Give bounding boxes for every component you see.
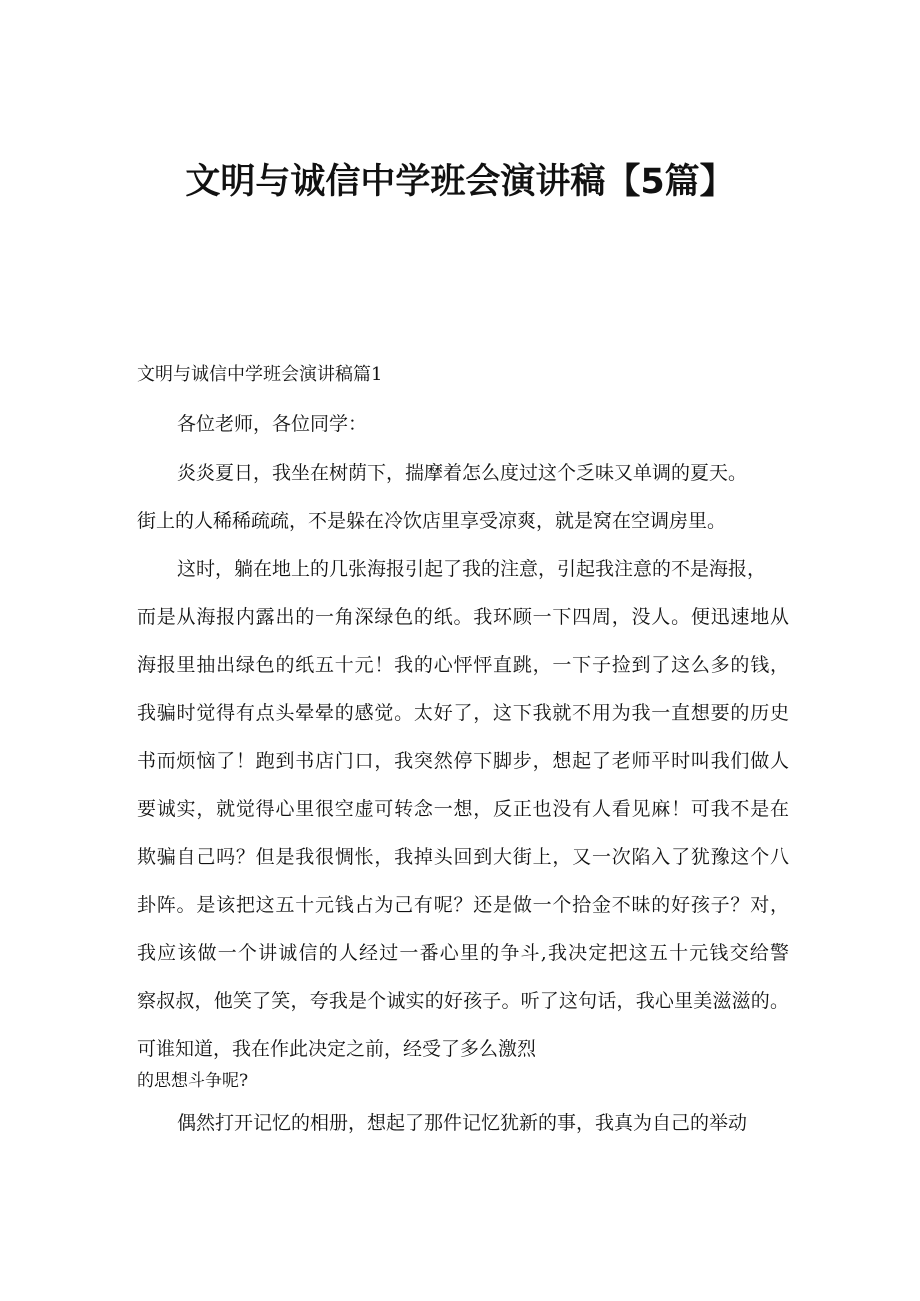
paragraph-line: 可谁知道，我在作此决定之前，经受了多么激烈	[137, 1038, 537, 1060]
paragraph-line: 欺骗自己吗？但是我很惆怅，我掉头回到大街上，又一次陷入了犹豫这个八	[137, 846, 789, 868]
paragraph-line: 的思想斗争呢?	[137, 1071, 249, 1091]
paragraph-line: 卦阵。是该把这五十元钱占为己有呢？还是做一个拾金不昧的好孩子？对，	[137, 894, 789, 916]
section-heading: 文明与诚信中学班会演讲稿篇1	[137, 364, 383, 385]
paragraph-line: 察叔叔，他笑了笑，夸我是个诚实的好孩子。听了这句话，我心里美滋滋的。	[137, 990, 789, 1012]
paragraph-line: 街上的人稀稀疏疏，不是躲在冷饮店里享受凉爽，就是窝在空调房里。	[137, 510, 727, 532]
paragraph-line: 我骗时觉得有点头晕晕的感觉。太好了，这下我就不用为我一直想要的历史	[137, 702, 789, 724]
paragraph-line: 我应该做一个讲诚信的人经过一番心里的争斗,我决定把这五十元钱交给警	[137, 942, 789, 964]
paragraph-line: 书而烦恼了！跑到书店门口，我突然停下脚步，想起了老师平时叫我们做人	[137, 750, 789, 772]
paragraph-line: 这时，躺在地上的几张海报引起了我的注意，引起我注意的不是海报，	[177, 558, 767, 580]
paragraph-line: 各位老师，各位同学：	[177, 413, 368, 435]
paragraph-line: 海报里抽出绿色的纸五十元！我的心怦怦直跳，一下子捡到了这么多的钱，	[137, 654, 789, 676]
paragraph-line: 偶然打开记忆的相册，想起了那件记忆犹新的事，我真为自己的举动	[177, 1112, 748, 1134]
paragraph-line: 而是从海报内露出的一角深绿色的纸。我环顾一下四周，没人。便迅速地从	[137, 606, 789, 628]
paragraph-line: 要诚实，就觉得心里很空虚可转念一想，反正也没有人看见麻！可我不是在	[137, 798, 789, 820]
document-title: 文明与诚信中学班会演讲稿【5篇】	[185, 162, 735, 202]
paragraph-line: 炎炎夏日，我坐在树荫下，揣摩着怎么度过这个乏味又单调的夏天。	[177, 462, 748, 484]
